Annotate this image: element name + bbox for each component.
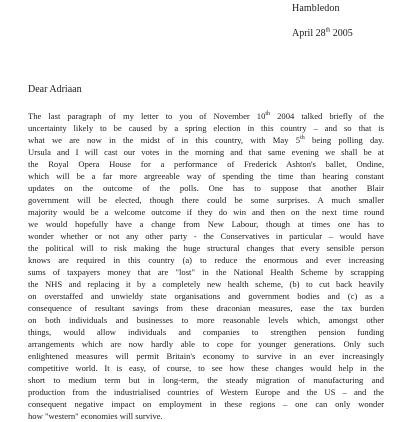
body-line: government will be elected, though there could be some surprises. A much smaller (28, 195, 384, 205)
body-line: updates on the outcome of the polls. One has to suppose that another Blair (28, 183, 384, 193)
body-line: short to medium term but in long-term, the steady migration of manufacturing and (28, 375, 384, 385)
body-line: Ursula and I will cast our votes in the morning and that same evening we shall be at (28, 147, 384, 157)
salutation: Dear Adriaan (28, 84, 82, 95)
body-line: which will be a far more argreeable way of spending the time than hearing constant (28, 171, 384, 181)
body-line: knows are required in this country (a) to reduce the enormous and ever increasing (28, 255, 384, 265)
body-line: what we are now in the midst of in this country, with May 5th being polling day. (28, 135, 384, 145)
date-text: April 28 (292, 28, 326, 39)
body-line: competitive world. It is easy, of course, to see how these changes would help in the (28, 363, 384, 373)
letter-date (292, 28, 353, 39)
body-line: arrangements which are now hardly able to cope for younger generations. Only such (28, 339, 384, 349)
body-line: uncertainty likely to be caused by a spring election in this country – and so that is (28, 123, 384, 133)
letter-place: Hambledon (292, 3, 340, 14)
body-line: The last paragraph of my letter to you of November 10th 2004 talked briefly of the (28, 111, 384, 121)
body-line: the political will to risk making the huge structural changes that every sensible person (28, 243, 384, 253)
body-line: things, would allow individuals and companies to strengthen pension funding (28, 327, 384, 337)
body-line: we would hopefully have a change from New Labour, though at times one has to (28, 219, 384, 229)
date-year: 2005 (330, 28, 353, 39)
body-paragraph (28, 110, 384, 422)
body-line: majority would be a welcome outcome if they do win and then on the next time round (28, 207, 384, 217)
body-line: the NHS and replacing it by a completely new health scheme, (b) to cut back heavily (28, 279, 384, 289)
body-line: wonder whether or not any other party - the Conservatives in particular – would have (28, 231, 384, 241)
body-line: how "western" economies will survive. (28, 411, 163, 421)
body-line: on overstaffed and unwieldy state organisations and government bodies and (c) as a (28, 291, 384, 301)
body-line: consequence of resultant savings from these draconian measures, ease the tax burden (28, 303, 384, 313)
body-line: on both individuals and businesses to more reasonable levels which, amongst other (28, 315, 384, 325)
body-line: sums of taxpayers money that are "lost" in the National Health Scheme by scrapping (28, 267, 384, 277)
date-ordinal: th (325, 27, 331, 34)
body-line: consequent negative impact on employment in these regions – one can only wonder (28, 399, 384, 409)
body-line: enlightened measures will permit Britain's economy to survive in an ever increasingly (28, 351, 384, 361)
body-line: production from the industrialised countries of Western Europe and the US – and the (28, 387, 384, 397)
body-line: the Royal Opera House for a performance of Frederick Ashton's ballet, Ondine, (28, 159, 384, 169)
